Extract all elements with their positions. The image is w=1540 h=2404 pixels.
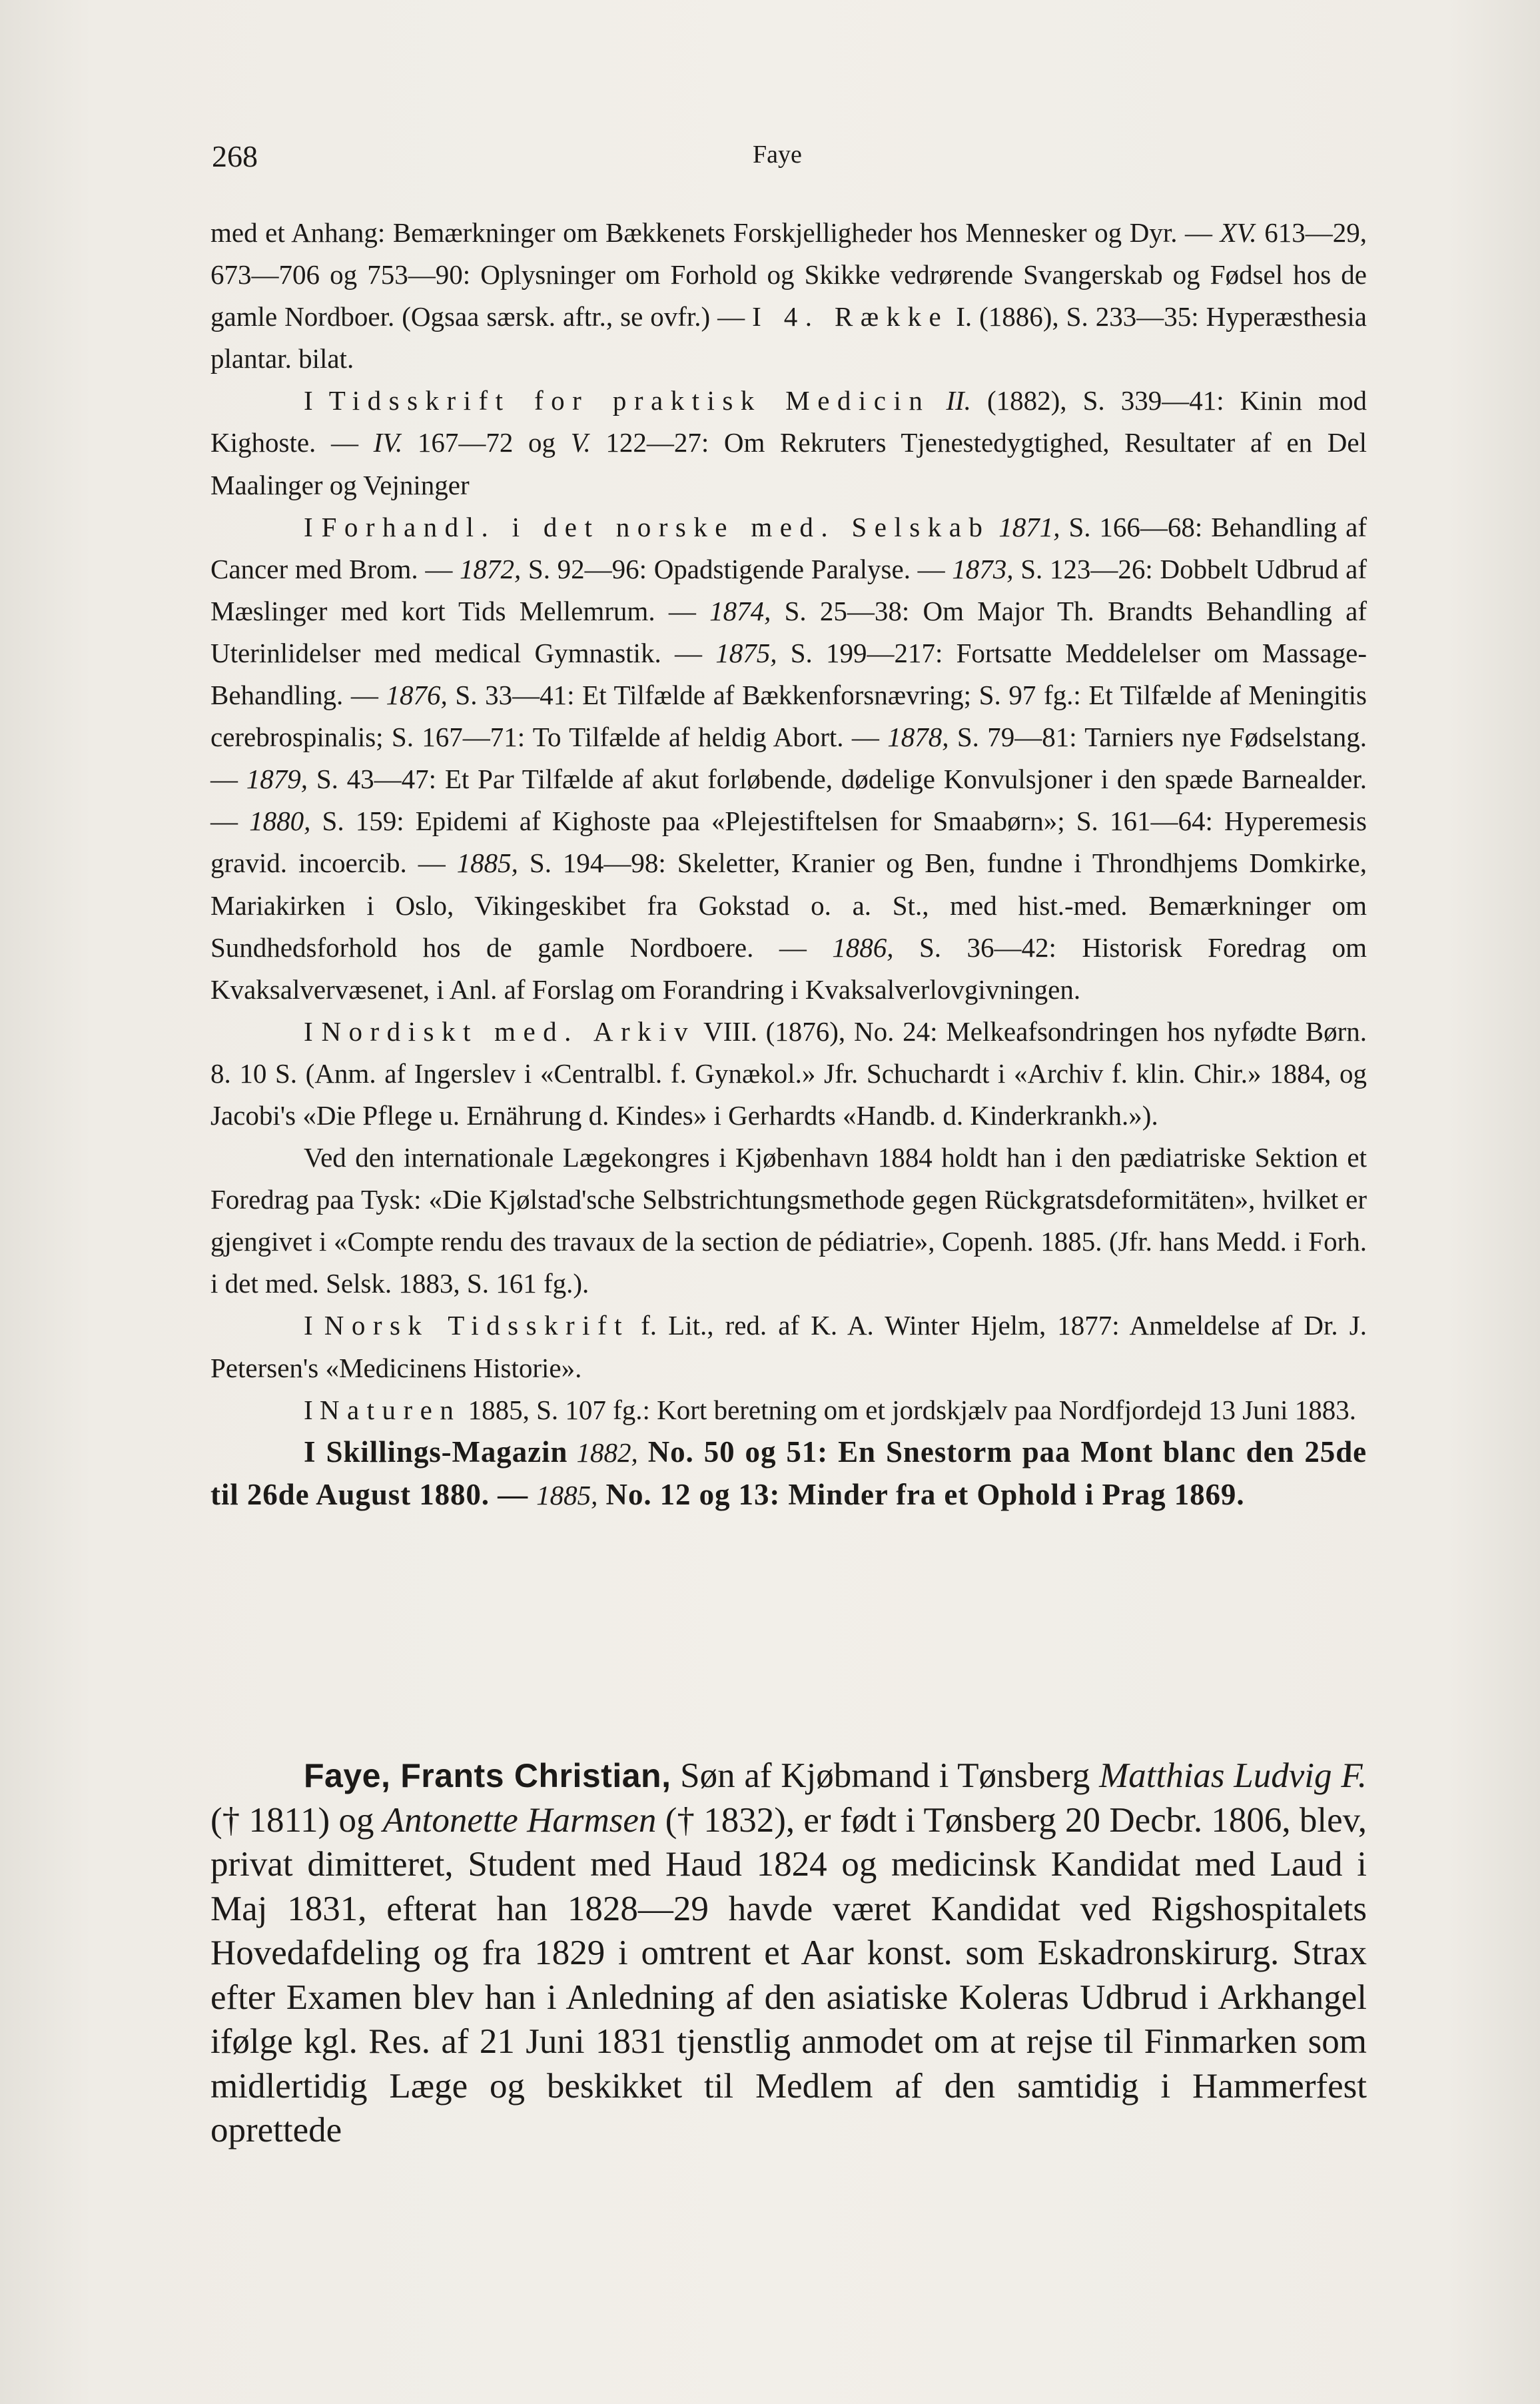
text-run: I	[304, 1310, 324, 1341]
text-run: 1875,	[715, 637, 777, 668]
text-run: S. 92—96: Opadstigende Paralyse. —	[521, 553, 953, 584]
text-run: Norsk Tidsskrift	[324, 1310, 630, 1341]
text-run: med et Anhang: Bemærkninger om Bækkenets Forskjelligheder hos Mennesker og Dyr. —	[210, 217, 1220, 248]
text-run: I 4. Række	[752, 301, 949, 332]
page-number: 268	[212, 139, 258, 173]
text-run: S. 79—81: Tarniers nye Fødselstang. —	[210, 722, 1367, 795]
text-run: 1880,	[249, 806, 311, 837]
text-run: Nordiskt med. Arkiv	[321, 1015, 695, 1047]
text-run	[990, 512, 998, 542]
text-run: S. 159: Epidemi af Kighoste paa «Plejestiftelsen for Smaabørn»; S. 161—64: Hyperemesis gravid. incoercib. —	[210, 806, 1367, 879]
text-run: S. 199—217: Fortsatte Meddelelser om Massage-Behandling. —	[210, 637, 1367, 711]
text-run: Tidsskrift for praktisk Medicin	[328, 385, 931, 416]
text-run: 1872,	[460, 553, 522, 584]
bibliography-paragraph	[210, 380, 1367, 506]
text-run: 1876,	[386, 680, 448, 711]
text-run: Søn af Kjøbmand i Tønsberg	[671, 1756, 1100, 1795]
text-run	[930, 385, 946, 416]
text-run: S. 123—26: Dobbelt Udbrud af Mæslinger med kort Tids Mellemrum. —	[210, 553, 1367, 626]
text-run: (1882), S. 339—41: Kinin mod Kighoste. —	[210, 385, 1367, 458]
text-run: 1879,	[246, 764, 308, 795]
text-run: S. 36—42: Historisk Foredrag om Kvaksalvervæsenet, i Anl. af Forslag om Forandring i Kvaksalverlovgivningen.	[210, 931, 1367, 1005]
text-run: I Skillings-Magazin	[304, 1435, 568, 1469]
bibliography-paragraph	[210, 1389, 1367, 1431]
text-run: S. 194—98: Skeletter, Kranier og Ben, fundne i Throndhjems Domkirke, Mariakirken i Oslo, Vikingeskibet fra Gokstad o. a. St., med hist.-med. Bemærkninger om Sundhedsforhold hos de gamle Nordboere. —	[210, 848, 1367, 963]
text-run: 613—29, 673—706 og 753—90: Oplysninger om Forhold og Skikke vedrørende Svangerskab og Fødsel hos de gamle Nordboer. (Ogsaa særsk. aftr., se ovfr.) —	[210, 217, 1367, 332]
text-run: 1873,	[952, 553, 1014, 584]
text-run: I	[304, 511, 322, 542]
text-run: I	[304, 1394, 320, 1425]
bibliography-paragraph	[210, 506, 1367, 1011]
bibliography-paragraph	[210, 1011, 1367, 1137]
text-run: 1871,	[998, 511, 1060, 542]
text-run: XV.	[1220, 217, 1257, 248]
entry-body	[210, 1756, 1367, 2149]
entry-headword: Faye, Frants Christian,	[304, 1757, 671, 1794]
text-run: V.	[570, 427, 591, 458]
text-run: S. 33—41: Et Tilfælde af Bækkenforsnævring; S. 97 fg.: Et Tilfælde af Meningitis cerebrospinalis; S. 167—71: To Tilfælde af heldig Abort. —	[210, 680, 1367, 753]
text-run: 1885,	[536, 1479, 598, 1510]
bibliography-paragraph	[210, 1305, 1367, 1389]
text-run: 167—72 og	[402, 427, 571, 458]
bibliography-block	[210, 212, 1367, 1516]
text-run: 122—27: Om Rekruters Tjenestedygtighed, Resultater af en Del Maalinger og Vejninger	[210, 427, 1367, 500]
text-run: S. 25—38: Om Major Th. Brandts Behandling af Uterinlidelser med medical Gymnastik. —	[210, 595, 1367, 668]
text-run: f. Lit., red. af K. A. Winter Hjelm, 1877: Anmeldelse af Dr. J. Petersen's «Medicinens Historie».	[210, 1310, 1367, 1383]
text-run: VIII. (1876), No. 24: Melkeafsondringen hos nyfødte Børn. 8. 10 S. (Anm. af Ingerslev i «Centralbl. f. Gynækol.» Jfr. Schuchardt i «Archiv f. klin. Chir.» 1884, og Jacobi's «Die Pflege u. Ernährung d. Kindes» i Gerhardts «Handb. d. Kinderkrankh.»).	[210, 1015, 1367, 1131]
text-run: I	[304, 385, 329, 416]
running-head: Faye	[753, 141, 802, 169]
text-run: Ved den internationale Lægekongres i Kjøbenhavn 1884 holdt han i den pædiatriske Sektion et Foredrag paa Tysk: «Die Kjølstad'sche Selbstrichtungsmethode gegen Rückgratsdeformitäten», hvilket er gjengivet i «Compte rendu des travaux de la section de pédiatrie», Copenh. 1885. (Jfr. hans Medd. i Forh. i det med. Selsk. 1883, S. 161 fg.).	[210, 1142, 1367, 1299]
text-run: Forhandl. i det norske med. Selskab	[321, 511, 990, 542]
biography-entry	[210, 1754, 1367, 2153]
text-run: II.	[946, 385, 971, 416]
text-run: 1885, S. 107 fg.: Kort beretning om et jordskjælv paa Nordfjordejd 13 Juni 1883.	[461, 1394, 1357, 1425]
text-run: Naturen	[319, 1394, 462, 1425]
text-run: S. 43—47: Et Par Tilfælde af akut forløbende, dødelige Konvulsjoner i den spæde Barnealder. —	[210, 764, 1367, 837]
text-run: S. 166—68: Behandling af Cancer med Brom. —	[210, 511, 1367, 584]
text-run: 1886,	[832, 931, 894, 963]
bibliography-paragraph	[210, 1431, 1367, 1516]
text-run: IV.	[373, 427, 403, 458]
text-run: Antonette Harmsen	[382, 1800, 657, 1840]
text-run: 1885,	[456, 848, 518, 879]
text-run: No. 50 og 51: En Snestorm paa Mont blanc den 25de til 26de August 1880. —	[210, 1435, 1367, 1511]
text-run: († 1811) og	[210, 1800, 383, 1840]
text-run: († 1832), er født i Tønsberg 20 Decbr. 1806, blev, privat dimitteret, Student med Haud 1824 og medicinsk Kandidat med Laud i Maj 1831, efterat han 1828—29 havde været Kandidat ved Rigshospitalets Hovedafdeling og fra 1829 i omtrent et Aar konst. som Eskadronskirurg. Strax efter Examen blev han i Anledning af den asiatiske Koleras Udbrud i Arkhangel ifølge kgl. Res. af 21 Juni 1831 tjenstlig anmodet om at rejse til Finmarken som midlertidig Læge og beskikket til Medlem af den samtidig i Hammerfest oprettede	[210, 1800, 1367, 2149]
text-run: 1874,	[709, 595, 771, 626]
page-header	[0, 139, 1540, 179]
text-run: No. 12 og 13: Minder fra et Ophold i Prag 1869.	[597, 1477, 1245, 1511]
bibliography-paragraph	[210, 1137, 1367, 1305]
text-run: 1882,	[568, 1437, 638, 1468]
text-run: I	[304, 1015, 322, 1047]
bibliography-paragraph	[210, 212, 1367, 380]
text-run: I. (1886), S. 233—35: Hyperæsthesia plantar. bilat.	[210, 301, 1367, 374]
text-run: Matthias Ludvig F.	[1099, 1756, 1367, 1795]
text-run: 1878,	[887, 722, 949, 753]
